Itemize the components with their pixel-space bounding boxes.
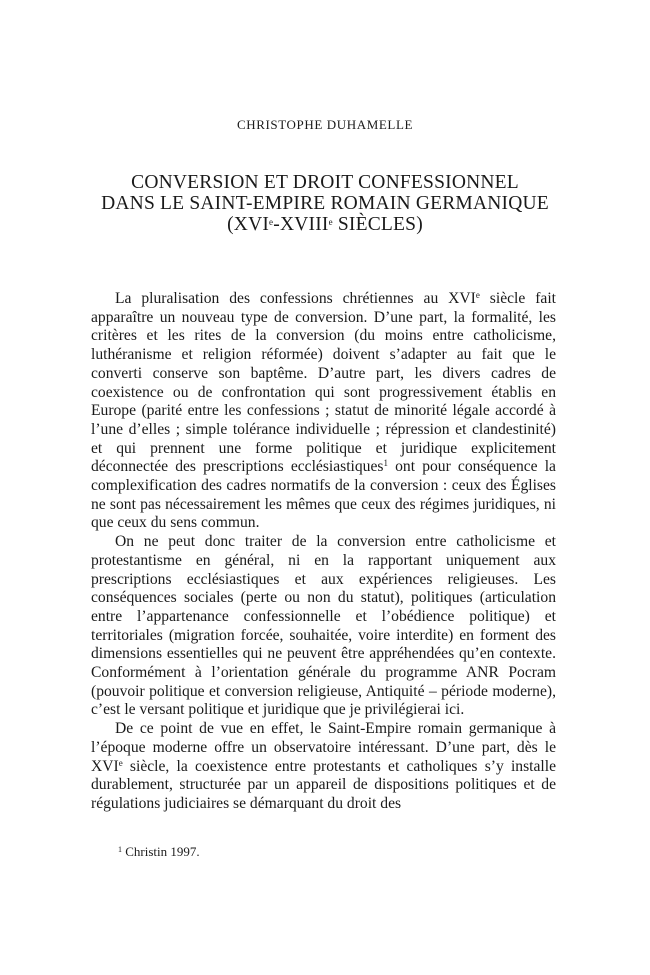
title-line-2: DANS LE SAINT-EMPIRE ROMAIN GERMANIQUE — [101, 193, 549, 214]
title-line-1: CONVERSION ET DROIT CONFESSIONNEL — [131, 172, 519, 193]
paragraph-3: De ce point de vue en effet, le Saint-Empire romain germanique à l’époque moderne offre un observatoire intéressant. D’une part, dès le XVIe siècle, la coexistence entre protestants et catholiques s’y installe durablement, structurée par un appareil de dispositions politiques et de régulations judiciaires se démarquant du droit des — [91, 720, 556, 812]
footnote-text: Christin 1997. — [122, 844, 200, 859]
footnote-number: 1 — [118, 845, 122, 854]
body-text — [91, 290, 556, 814]
paragraph-2: On ne peut donc traiter de la conversion entre catholicisme et protestantisme en général, ni en la rapportant uniquement aux prescriptions ecclésiastiques et aux expériences religieuses. Les conséquences sociales (perte ou non du statut), politiques (articulation entre l’appartenance confessionnelle et l’obédience politique) et territoriales (migration forcée, souhaitée, voire interdite) en forment des dimensions essentielles qui ne peuvent être appréhendées qu’en contexte. Conformément à l’orientation générale du programme ANR Pocram (pouvoir politique et conversion religieuse, Antiquité – période moderne), c’est le versant politique et juridique que je privilégierai ici. — [91, 533, 556, 719]
article-title — [60, 172, 590, 235]
author-name: CHRISTOPHE DUHAMELLE — [236, 117, 414, 132]
footnote-reference[interactable]: 1 — [383, 458, 388, 469]
footnote — [118, 844, 200, 860]
paragraph-1: La pluralisation des confessions chrétiennes au XVIe siècle fait apparaître un nouveau type de conversion. D’une part, la formalité, les critères et les rites de la conversion (du moins entre catholicisme, luthéranisme et religion réformée) doivent s’adapter au fait que le converti conserve son baptême. D’autre part, les divers cadres de coexistence ou de confrontation qui sont progressivement établis en Europe (parité entre les confessions ; statut de minorité légale accordé à l’une d’elles ; simple tolérance individuelle ; répression et clandestinité) et qui prennent une forme politique et juridique explicitement déconnectée des prescriptions ecclésiastiques$^1$ ont pour conséquence la complexification des cadres normatifs de la conversion : ceux des Églises ne sont pas nécessairement les mêmes que ceux des régimes juridiques, ni que ceux du sens commun. — [91, 290, 556, 532]
title-line-3: (XVIe-XVIIIe SIÈCLES) — [227, 214, 423, 235]
